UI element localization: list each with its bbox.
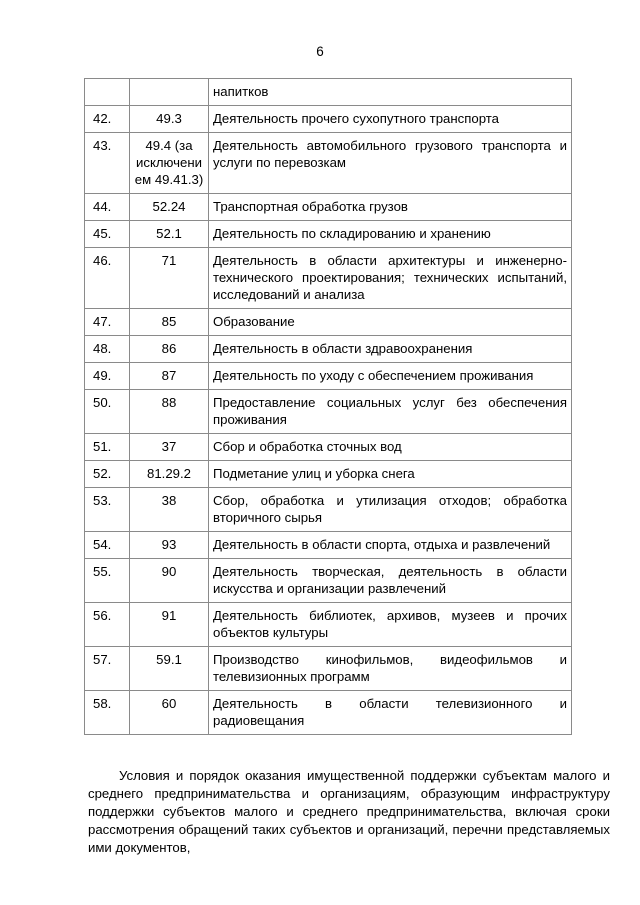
okved-code-cell: 49.3 (130, 106, 209, 133)
okved-code-cell: 52.1 (130, 221, 209, 248)
row-number-cell: 48. (85, 336, 130, 363)
activity-description-cell: Сбор и обработка сточных вод (209, 434, 572, 461)
table-row (85, 691, 572, 735)
okved-code-cell: 38 (130, 488, 209, 532)
row-number-cell: 50. (85, 390, 130, 434)
activity-description-cell: Деятельность автомобильного грузового транспорта и услуги по перевозкам (209, 133, 572, 194)
table-row (85, 221, 572, 248)
okved-code-cell: 49.4 (за исключени ем 49.41.3) (130, 133, 209, 194)
activity-description-cell: Производство кинофильмов, видеофильмов и телевизионных программ (209, 647, 572, 691)
okved-code-cell: 91 (130, 603, 209, 647)
activity-description-cell: Деятельность прочего сухопутного транспорта (209, 106, 572, 133)
table-row (85, 488, 572, 532)
table-row (85, 194, 572, 221)
okved-code-cell: 87 (130, 363, 209, 390)
activity-description-cell: Предоставление социальных услуг без обеспечения проживания (209, 390, 572, 434)
activity-description-cell: Деятельность в области архитектуры и инженерно-технического проектирования; технических испытаний, исследований и анализа (209, 248, 572, 309)
table-row (85, 336, 572, 363)
okved-code-cell: 81.29.2 (130, 461, 209, 488)
table-row (85, 647, 572, 691)
row-number-cell: 43. (85, 133, 130, 194)
activity-description-cell: Деятельность творческая, деятельность в области искусства и организации развлечений (209, 559, 572, 603)
table-row (85, 532, 572, 559)
table-row (85, 434, 572, 461)
row-number-cell: 56. (85, 603, 130, 647)
activity-description-cell: Деятельность в области здравоохранения (209, 336, 572, 363)
row-number-cell: 52. (85, 461, 130, 488)
activity-description-cell: напитков (209, 79, 572, 106)
activity-description-cell: Подметание улиц и уборка снега (209, 461, 572, 488)
okved-code-cell: 52.24 (130, 194, 209, 221)
table-row (85, 603, 572, 647)
table-row (85, 363, 572, 390)
table-row (85, 248, 572, 309)
table-row (85, 461, 572, 488)
okved-code-cell (130, 79, 209, 106)
page-number: 6 (316, 44, 324, 59)
okved-code-cell: 93 (130, 532, 209, 559)
activity-description-cell: Сбор, обработка и утилизация отходов; обработка вторичного сырья (209, 488, 572, 532)
table-row (85, 559, 572, 603)
row-number-cell: 46. (85, 248, 130, 309)
table-row (85, 79, 572, 106)
row-number-cell: 51. (85, 434, 130, 461)
row-number-cell: 45. (85, 221, 130, 248)
activity-description-cell: Деятельность по складированию и хранению (209, 221, 572, 248)
row-number-cell: 54. (85, 532, 130, 559)
okved-code-cell: 71 (130, 248, 209, 309)
activity-description-cell: Деятельность в области телевизионного и радиовещания (209, 691, 572, 735)
table-row (85, 309, 572, 336)
okved-code-cell: 59.1 (130, 647, 209, 691)
row-number-cell (85, 79, 130, 106)
body-paragraph: Условия и порядок оказания имущественной поддержки субъектам малого и среднего предпринимательства и организациям, образующим инфраструктуру поддержки субъектов малого и среднего предпринимательства, включая сроки рассмотрения обращений таких субъектов и организаций, перечни представляемых ими документов, (88, 768, 610, 855)
table-row (85, 133, 572, 194)
row-number-cell: 44. (85, 194, 130, 221)
activity-description-cell: Образование (209, 309, 572, 336)
table-row (85, 390, 572, 434)
row-number-cell: 42. (85, 106, 130, 133)
activity-description-cell: Деятельность по уходу с обеспечением проживания (209, 363, 572, 390)
activities-table (84, 78, 572, 735)
table-row (85, 106, 572, 133)
okved-code-cell: 88 (130, 390, 209, 434)
activity-description-cell: Деятельность библиотек, архивов, музеев и прочих объектов культуры (209, 603, 572, 647)
okved-code-cell: 37 (130, 434, 209, 461)
activity-description-cell: Деятельность в области спорта, отдыха и развлечений (209, 532, 572, 559)
okved-code-cell: 90 (130, 559, 209, 603)
row-number-cell: 49. (85, 363, 130, 390)
row-number-cell: 57. (85, 647, 130, 691)
row-number-cell: 55. (85, 559, 130, 603)
okved-code-cell: 60 (130, 691, 209, 735)
activity-description-cell: Транспортная обработка грузов (209, 194, 572, 221)
okved-code-cell: 86 (130, 336, 209, 363)
row-number-cell: 58. (85, 691, 130, 735)
row-number-cell: 53. (85, 488, 130, 532)
okved-code-cell: 85 (130, 309, 209, 336)
row-number-cell: 47. (85, 309, 130, 336)
